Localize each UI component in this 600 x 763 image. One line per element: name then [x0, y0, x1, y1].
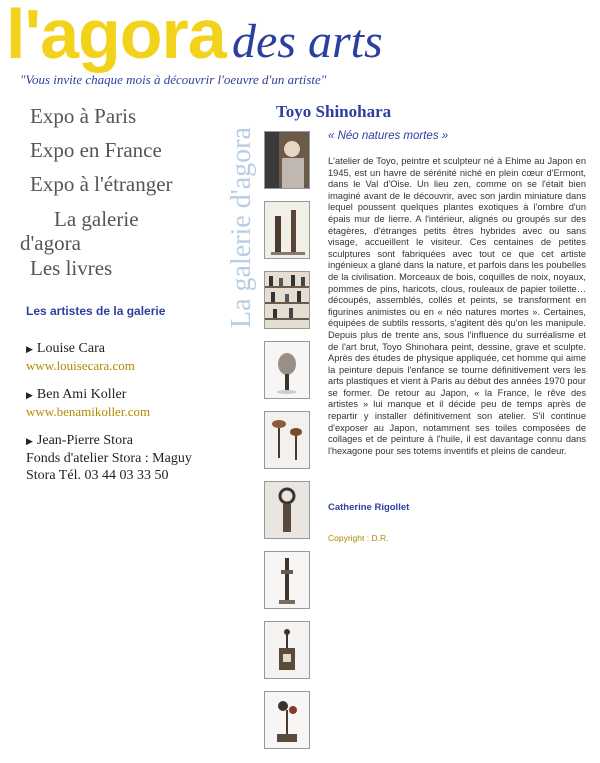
artist-detail: Stora Tél. 03 44 03 33 50 — [26, 468, 169, 483]
artist-website-link[interactable]: www.benamikoller.com — [26, 404, 151, 419]
triangle-bullet-icon: ▶ — [26, 436, 33, 446]
article-title: Toyo Shinohara — [276, 102, 392, 121]
nav-galerie[interactable] — [20, 207, 139, 255]
artist-item — [26, 386, 150, 420]
triangle-bullet-icon: ▶ — [26, 390, 33, 400]
article-subtitle: « Néo natures mortes » — [328, 130, 449, 142]
artist-website-link[interactable]: www.louisecara.com — [26, 358, 135, 373]
nav-expo-paris[interactable]: Expo à Paris — [30, 104, 137, 128]
nav-expo-etranger[interactable]: Expo à l'étranger — [30, 172, 173, 196]
shelves-thumbnail[interactable] — [264, 271, 310, 329]
artist-name: Louise Cara — [36, 341, 105, 356]
article-body: L'atelier de Toyo, peintre et sculpteur né à Ehime au Japon en 1945, est un havre de sérénité niché en plein cœur d'Ermont, dans le Val d'Oise. Un lieu zen, comme on se l'était bien imaginé avant de le découvrir, avec son jardin miniature dans lequel poussent quelques plantes exotiques à l'ombre d'un épais mur de lierre. A l'intérieur, alignés ou groupés sur des étagères, d'étranges petits êtres hybrides avec ou sans visage, accueillent le visiteur. Ces centaines de petites sculptures sont fabriquées avec tout ce que cet artiste ingénieux a glané dans la nature, et parfois dans les poubelles de la civilisation. Morceaux de bois, coquilles de noix, noyaux, pommes de pins, haricots, clous, rouleaux de papier toilette…découpés, assemblés, collés et peints, se transforment en figurines animistes ou en « néo natures mortes ». Certaines, équipées de subtils ressorts, s'agitent dès qu'on les manipule. Depuis plus de trente ans, sous l'influence du surréalisme et de l'art brut, Toyo Shinohara peint, dessine, grave et sculpte. Après des études de physique appliquée, cet homme qui aime la peinture depuis l'enfance se tourne définitivement vers les arts plastiques et vient à Paris au début des années 1970 pour se former. De retour au Japon, « la France, le rêve des artistes » lui manque et il décide peu de temps après de repartir y installer définitivement son atelier. S'il continue d'exposer au Japon, notamment ses toiles composées de collages et de peinture à l'huile, il est davantage connu dans l'hexagone pour ses totems inventifs et pleins de candeur. — [328, 156, 586, 456]
artist-name: Jean-Pierre Stora — [36, 433, 133, 448]
logo-des-arts: des arts — [232, 15, 383, 68]
logo-agora: l'agora — [6, 0, 226, 73]
sidebar-vertical-title — [218, 100, 258, 330]
tagline: "Vous invite chaque mois à découvrir l'oeuvre d'un artiste" — [20, 72, 327, 87]
sidebar-vertical-title-text: La galerie d'agora — [226, 127, 257, 328]
nav-galerie-line2: d'agora — [20, 231, 81, 255]
artist-item — [26, 432, 192, 484]
triangle-bullet-icon: ▶ — [26, 344, 33, 354]
sculpture-thumbnail[interactable] — [264, 201, 310, 259]
nav-livres[interactable]: Les livres — [30, 256, 113, 280]
nav-galerie-line1: La galerie — [54, 207, 139, 231]
ring-totem-thumbnail[interactable] — [264, 481, 310, 539]
copyright-notice: Copyright : D.R. — [328, 533, 389, 543]
article-author: Catherine Rigollet — [328, 502, 410, 513]
tall-totem-thumbnail[interactable] — [264, 551, 310, 609]
artists-heading: Les artistes de la galerie — [26, 304, 166, 318]
lantern-totem-thumbnail[interactable] — [264, 621, 310, 679]
artist-item — [26, 340, 135, 374]
figurine-thumbnail[interactable] — [264, 341, 310, 399]
totem-pair-thumbnail[interactable] — [264, 411, 310, 469]
artist-detail: Fonds d'atelier Stora : Maguy — [26, 451, 192, 466]
artist-portrait-thumbnail[interactable] — [264, 131, 310, 189]
nav-expo-france[interactable]: Expo en France — [30, 138, 162, 162]
flower-sculpture-thumbnail[interactable] — [264, 691, 310, 749]
artist-name: Ben Ami Koller — [36, 387, 127, 402]
